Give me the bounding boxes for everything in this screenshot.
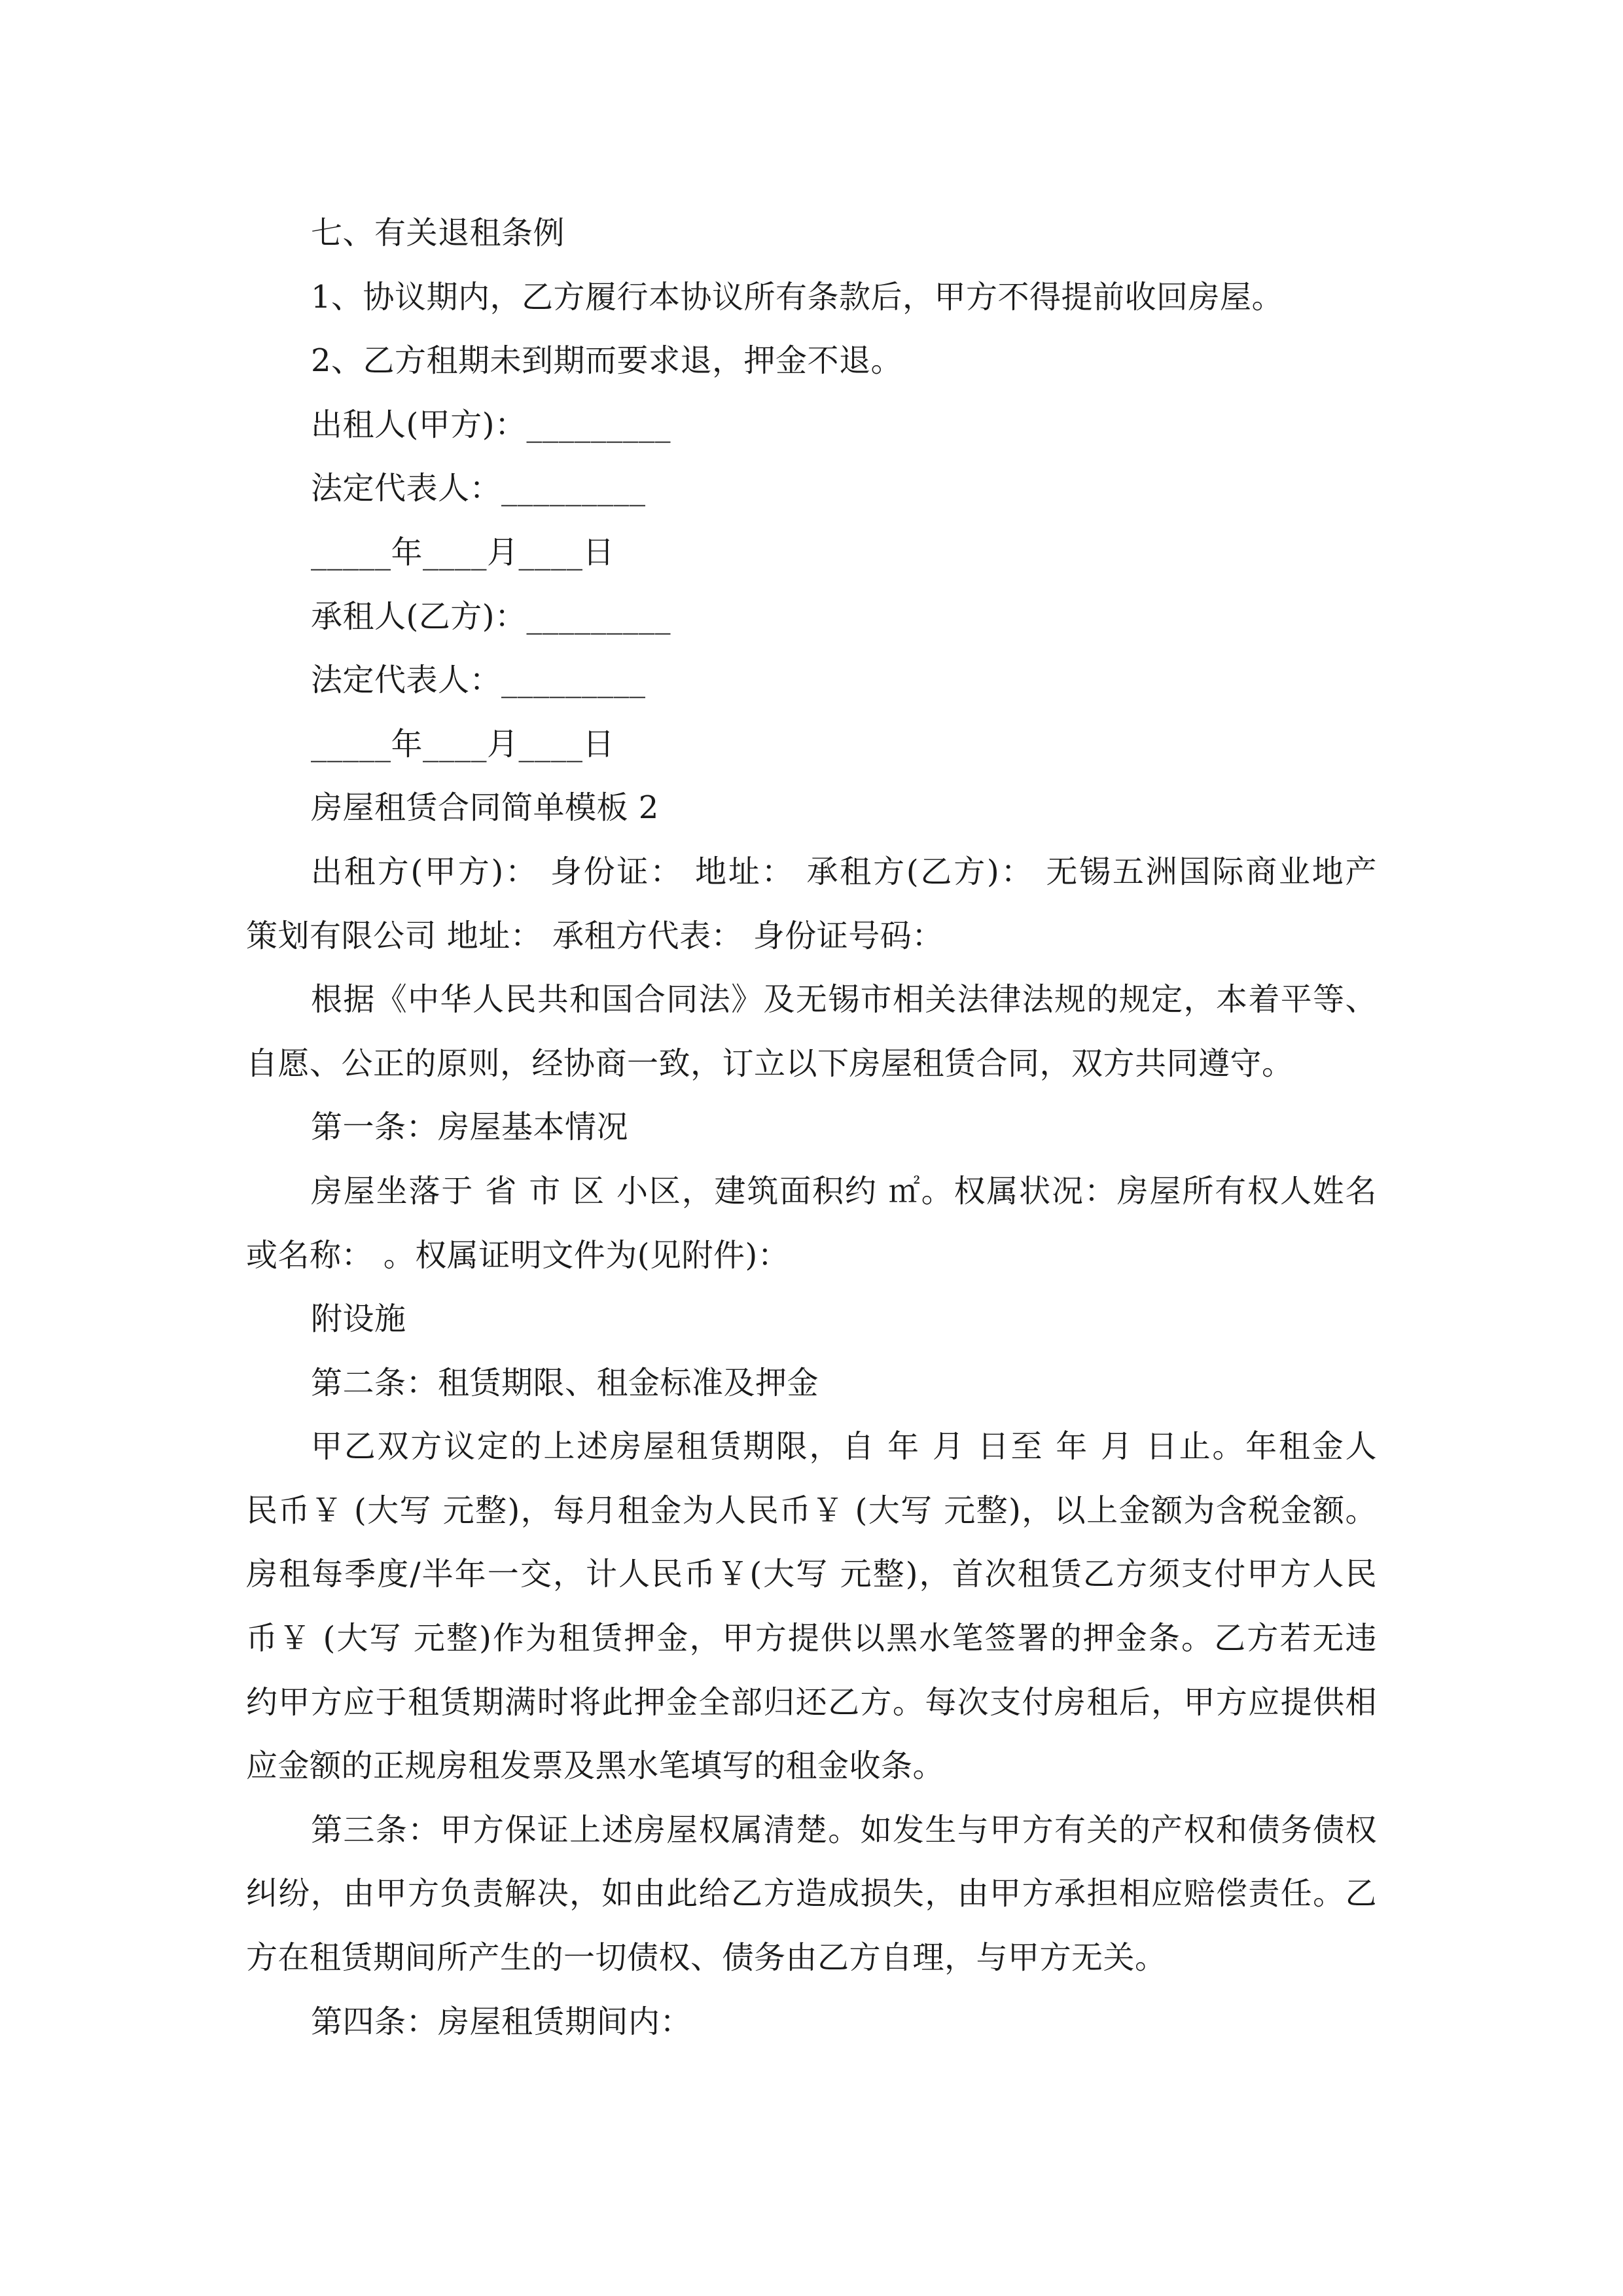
- text-line: 方在租赁期间所产生的一切债权、债务由乙方自理，与甲方无关。: [246, 1939, 1167, 1977]
- text-line: 约甲方应于租赁期满时将此押金全部归还乙方。每次支付房租后，甲方应提供相: [246, 1683, 1377, 1721]
- text-line: 出租方(甲方)： 身份证： 地址： 承租方(乙方)： 无锡五洲国际商业地产: [311, 853, 1377, 890]
- text-line: _____年____月____日: [311, 725, 615, 762]
- text-line: 承租人(乙方)：_________: [311, 598, 671, 635]
- text-line: 自愿、公正的原则，经协商一致，订立以下房屋租赁合同，双方共同遵守。: [246, 1045, 1294, 1082]
- text-line: 策划有限公司 地址： 承租方代表： 身份证号码：: [246, 917, 944, 954]
- text-line: 房屋租赁合同简单模板 2: [311, 789, 659, 827]
- text-line: 或名称： 。权属证明文件为(见附件)：: [246, 1236, 790, 1274]
- text-line: 法定代表人：_________: [311, 470, 646, 507]
- text-line: 七、有关退租条例: [311, 215, 565, 251]
- text-line: 根据《中华人民共和国合同法》及无锡市相关法律法规的规定，本着平等、: [311, 981, 1377, 1018]
- text-line: _____年____月____日: [311, 533, 615, 571]
- text-line: 2、乙方租期未到期而要求退，押金不退。: [311, 342, 903, 380]
- text-line: 房屋坐落于 省 市 区 小区，建筑面积约 ㎡。权属状况：房屋所有权人姓名: [311, 1172, 1377, 1210]
- text-line: 法定代表人：_________: [311, 662, 646, 699]
- text-line: 房租每季度/半年一交，计人民币￥(大写 元整)，首次租赁乙方须支付甲方人民: [246, 1556, 1377, 1593]
- document-page: [246, 202, 1377, 2054]
- text-line: 第一条：房屋基本情况: [311, 1109, 629, 1146]
- text-line: 民币￥ (大写 元整)，每月租金为人民币￥ (大写 元整)，以上金额为含税金额。: [246, 1492, 1377, 1529]
- text-line: 第三条：甲方保证上述房屋权属清楚。如发生与甲方有关的产权和债务债权: [311, 1811, 1377, 1848]
- text-line: 应金额的正规房租发票及黑水笔填写的租金收条。: [246, 1748, 945, 1785]
- text-line: 纠纷，由甲方负责解决，如由此给乙方造成损失，由甲方承担相应赔偿责任。乙: [246, 1875, 1377, 1912]
- text-line: 甲乙双方议定的上述房屋租赁期限，自 年 月 日至 年 月 日止。年租金人: [311, 1428, 1377, 1465]
- text-line: 附设施: [311, 1300, 406, 1338]
- text-line: 币￥ (大写 元整)作为租赁押金，甲方提供以黑水笔签署的押金条。乙方若无违: [246, 1620, 1377, 1657]
- text-line: 出租人(甲方)：_________: [311, 406, 671, 443]
- text-line: 第二条：租赁期限、租金标准及押金: [311, 1364, 819, 1401]
- text-line: 第四条：房屋租赁期间内：: [311, 2003, 692, 2040]
- text-line: 1、协议期内，乙方履行本协议所有条款后，甲方不得提前收回房屋。: [311, 278, 1284, 315]
